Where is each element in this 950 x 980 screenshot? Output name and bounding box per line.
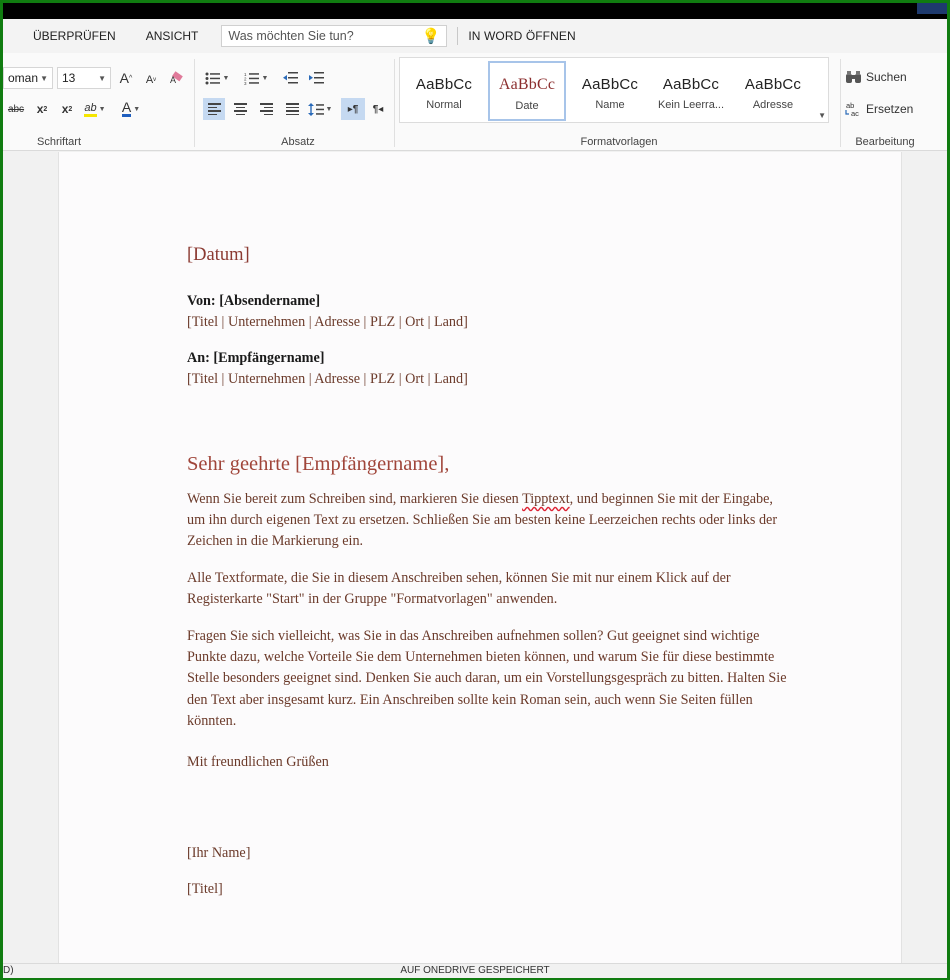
status-left-text: D) <box>3 965 14 976</box>
align-right-icon <box>260 103 273 115</box>
font-group-label: Schriftart <box>36 136 81 148</box>
style-name: Kein Leerra... <box>657 99 725 111</box>
decrease-indent-icon[interactable] <box>279 67 301 89</box>
line-spacing-button[interactable] <box>305 98 335 120</box>
ribbon-tabs <box>3 19 947 53</box>
style-preview: AaBbCc <box>498 76 556 93</box>
gallery-more-icon[interactable]: ▼ <box>818 111 826 120</box>
style-normal[interactable] <box>405 61 483 121</box>
style-name-item[interactable] <box>571 61 649 121</box>
align-right-button[interactable] <box>255 98 277 120</box>
font-name-value: oman <box>8 71 39 85</box>
closing[interactable]: Mit freundlichen Grüßen <box>187 754 329 770</box>
paragraph-group-label: Absatz <box>281 136 315 148</box>
align-left-icon <box>208 103 221 115</box>
rtl-button[interactable] <box>367 98 389 120</box>
menu-separator <box>457 27 458 45</box>
align-left-button[interactable] <box>203 98 225 120</box>
recipient-name[interactable]: An: [Empfängername] <box>187 350 325 366</box>
style-name: Adresse <box>752 99 794 111</box>
font-color-button[interactable] <box>117 98 145 120</box>
svg-text:3: 3 <box>243 80 247 85</box>
paragraph-text: Wenn Sie bereit zum Schreiben sind, markieren Sie diesen <box>187 491 523 507</box>
style-preview: AaBbCc <box>415 76 473 93</box>
app-window <box>3 3 947 978</box>
highlight-color-button[interactable] <box>81 98 109 120</box>
misspelled-word[interactable]: Tipptext <box>522 491 570 507</box>
paragraph-text: , und beginnen Sie mit der Eingabe, um ihn durch eigenen Text zu ersetzen. Schließen Sie am besten keine Leerzeichen rechts oder links der Zeichen in die Markierung ein. <box>187 491 778 550</box>
tell-me-search[interactable] <box>221 25 447 47</box>
numbering-button[interactable] <box>241 67 271 89</box>
replace-icon <box>845 101 863 117</box>
replace-label: Ersetzen <box>866 102 914 116</box>
recipient-details[interactable]: [Titel | Unternehmen | Adresse | PLZ | Ort | Land] <box>187 371 468 387</box>
ltr-button[interactable] <box>341 98 365 120</box>
superscript-icon[interactable]: x 2 <box>61 102 73 116</box>
group-separator <box>840 59 841 147</box>
highlighter-icon: ab <box>84 102 96 117</box>
chevron-down-icon: ▼ <box>325 105 333 113</box>
open-in-word-button[interactable]: IN WORD ÖFFNEN <box>468 29 576 43</box>
find-label: Suchen <box>866 70 907 84</box>
font-size-dropdown[interactable] <box>57 67 111 89</box>
styles-group-label: Formatvorlagen <box>580 136 658 148</box>
increase-indent-icon[interactable] <box>305 67 327 89</box>
strikethrough-icon[interactable]: abc <box>7 103 25 115</box>
rtl-icon: ¶◂ <box>372 103 384 115</box>
style-preview: AaBbCc <box>744 76 802 93</box>
sender-details[interactable]: [Titel | Unternehmen | Adresse | PLZ | Ort | Land] <box>187 314 468 330</box>
svg-text:2: 2 <box>243 76 247 81</box>
group-separator <box>394 59 395 147</box>
style-preview: AaBbCc <box>581 76 639 93</box>
shrink-font-icon[interactable]: A v <box>145 74 157 86</box>
body-paragraph-2[interactable]: Alle Textformate, die Sie in diesem Anschreiben sehen, können Sie mit nur einem Klick auf der Registerkarte "Start" in der Gruppe "Formatvorlagen" anwenden. <box>187 570 731 608</box>
body-paragraph-1[interactable] <box>187 489 787 553</box>
find-button[interactable] <box>845 66 917 88</box>
chevron-down-icon: ▼ <box>222 74 230 82</box>
styles-gallery <box>399 57 829 123</box>
style-name: Normal <box>426 99 462 111</box>
subscript-icon[interactable]: x 2 <box>36 102 48 116</box>
bullet-list-icon <box>205 72 221 85</box>
signature-title[interactable]: [Titel] <box>187 881 223 897</box>
sender-name[interactable]: Von: [Absendername] <box>187 293 321 309</box>
line-spacing-icon <box>308 103 324 116</box>
style-date[interactable] <box>488 61 566 121</box>
tell-me-input[interactable] <box>228 29 421 43</box>
binoculars-icon <box>845 70 863 84</box>
ribbon <box>3 53 947 151</box>
align-center-button[interactable] <box>229 98 251 120</box>
date-placeholder[interactable]: [Datum] <box>187 245 250 265</box>
chevron-down-icon: ▼ <box>98 73 106 83</box>
lightbulb-icon: 💡 <box>421 28 441 45</box>
ltr-icon: ▸¶ <box>347 103 359 115</box>
chevron-down-icon: ▼ <box>261 74 269 82</box>
svg-text:1: 1 <box>243 71 247 77</box>
grow-font-icon[interactable]: A ^ <box>119 70 133 86</box>
font-color-icon: A <box>121 99 132 115</box>
style-preview: AaBbCc <box>662 76 720 93</box>
clear-formatting-icon[interactable] <box>167 67 187 89</box>
font-name-dropdown[interactable] <box>3 67 53 89</box>
justify-button[interactable] <box>281 98 303 120</box>
tab-view[interactable]: ANSICHT <box>145 29 199 43</box>
status-bar <box>3 963 947 978</box>
replace-button[interactable] <box>845 98 925 120</box>
justify-icon <box>286 103 299 115</box>
title-bar-accent <box>917 3 947 14</box>
style-name: Name <box>595 99 625 111</box>
style-no-spacing[interactable] <box>652 61 730 121</box>
chevron-down-icon: ▼ <box>40 73 48 83</box>
chevron-down-icon: ▼ <box>133 105 141 113</box>
editing-group-label: Bearbeitung <box>855 136 915 148</box>
svg-text:A: A <box>170 75 177 85</box>
salutation[interactable]: Sehr geehrte [Empfängername], <box>187 453 450 475</box>
chevron-down-icon: ▼ <box>98 105 106 113</box>
numbered-list-icon <box>244 72 260 85</box>
bullets-button[interactable] <box>203 67 231 89</box>
svg-text:ac: ac <box>851 109 859 117</box>
tab-review[interactable]: ÜBERPRÜFEN <box>33 29 116 43</box>
body-paragraph-3[interactable]: Fragen Sie sich vielleicht, was Sie in das Anschreiben aufnehmen sollen? Gut geeignet sind wichtige Punkte dazu, welche Vorteile Sie dem Unternehmen bieten können, und warum Sie für diese bestimmte Stelle besonders geeignet sind. Denken Sie auch daran, um ein Vorstellungsgespräch zu bitten. Halten Sie den Text aber insgesamt kurz. Ein Anschreiben sollte kein Roman sein, auch wenn Sie Seiten füllen könnten. <box>187 628 787 729</box>
document-canvas <box>3 152 947 963</box>
group-separator <box>194 59 195 147</box>
align-center-icon <box>234 103 247 115</box>
font-size-value: 13 <box>62 71 76 85</box>
document-page[interactable] <box>58 152 902 963</box>
style-name: Date <box>515 100 539 112</box>
signature-name[interactable]: [Ihr Name] <box>187 845 251 861</box>
title-bar <box>3 3 947 19</box>
style-address[interactable] <box>734 61 812 121</box>
svg-text:ab: ab <box>846 101 855 110</box>
save-status: AUF ONEDRIVE GESPEICHERT <box>400 965 550 976</box>
